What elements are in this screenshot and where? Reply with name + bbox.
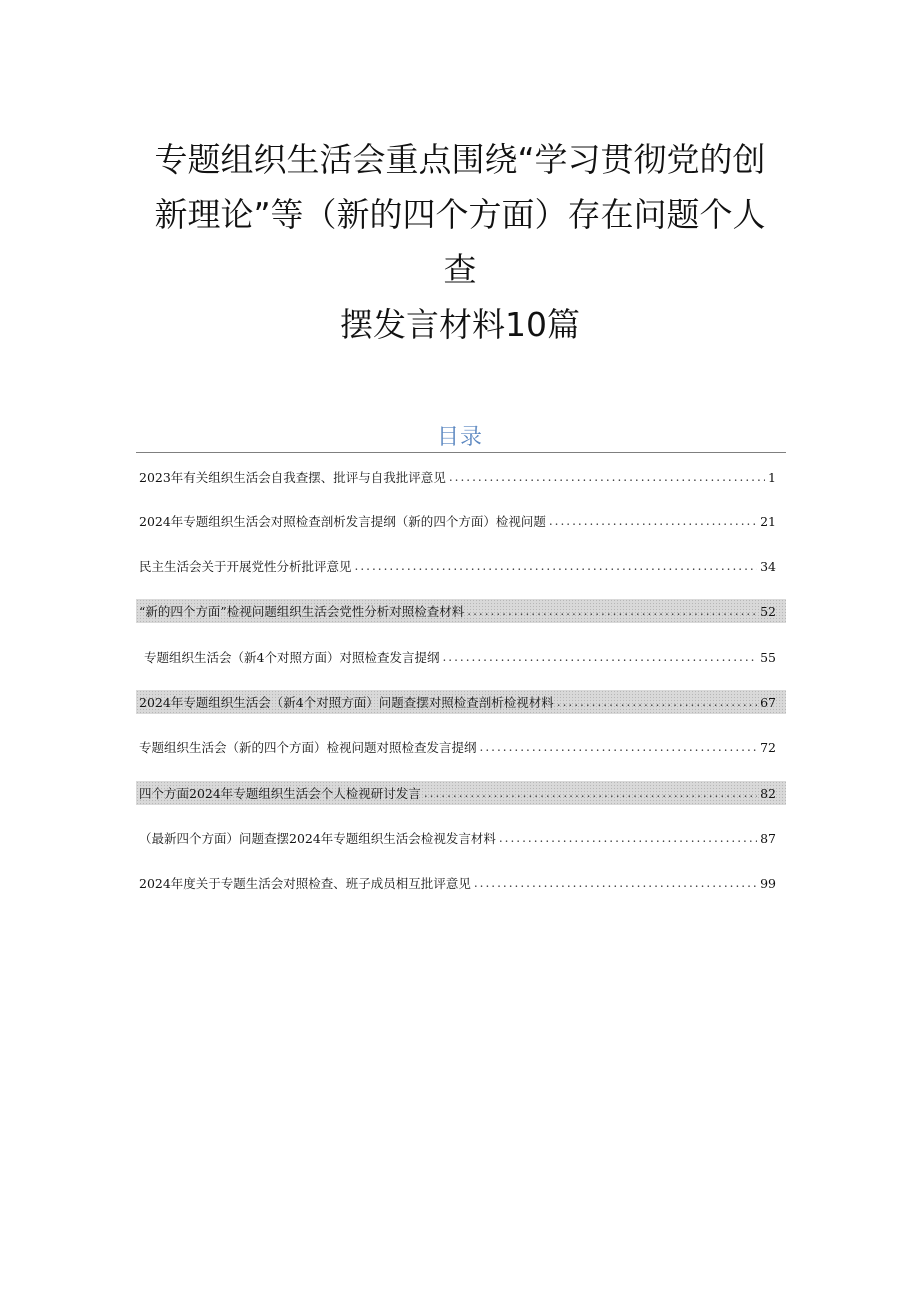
toc-entry-title: 2024年专题组织生活会（新4个对照方面）问题查摆对照检查剖析检视材料 [139, 695, 554, 710]
toc-dot-leader [424, 786, 757, 800]
toc-dot-leader [467, 604, 757, 618]
toc-entry-title: 专题组织生活会（新4个对照方面）对照检查发言提纲 [144, 650, 440, 665]
toc-entry-3[interactable] [136, 554, 786, 578]
toc-entry-title: 四个方面2024年专题组织生活会个人检视研讨发言 [139, 786, 421, 801]
toc-entry-1[interactable] [136, 465, 786, 489]
title-line-2: 新理论”等（新的四个方面）存在问题个人 [154, 195, 766, 234]
title-line-4: 摆发言材料10篇 [340, 305, 580, 344]
toc-dot-leader [499, 831, 757, 845]
toc-page-number: 99 [760, 875, 776, 891]
toc-page-number: 87 [760, 830, 776, 846]
toc-entry-title: “新的四个方面”检视问题组织生活会党性分析对照检查材料 [139, 604, 465, 619]
toc-page-number: 34 [760, 558, 776, 574]
toc-page-number: 1 [768, 469, 776, 485]
toc-page-number: 21 [760, 513, 776, 529]
toc-entry-10[interactable] [136, 871, 786, 895]
toc-entry-title: 专题组织生活会（新的四个方面）检视问题对照检查发言提纲 [139, 740, 477, 755]
toc-entry-7[interactable] [136, 735, 786, 759]
toc-entry-title: 民主生活会关于开展党性分析批评意见 [139, 559, 352, 574]
toc-entry-4[interactable] [136, 599, 786, 623]
title-line-3: 查 [443, 250, 477, 289]
toc-entry-title: （最新四个方面）问题查摆2024年专题组织生活会检视发言材料 [139, 831, 496, 846]
toc-page-number: 67 [760, 694, 776, 710]
toc-dot-leader [449, 470, 765, 484]
toc-dot-leader [474, 876, 757, 890]
toc-entry-5[interactable] [136, 645, 786, 669]
toc-entry-2[interactable] [136, 509, 786, 533]
toc-entry-title: 2023年有关组织生活会自我查摆、批评与自我批评意见 [139, 470, 446, 485]
document-title [120, 132, 800, 352]
toc-dot-leader [355, 559, 758, 573]
toc-divider [136, 452, 786, 453]
toc-entry-9[interactable] [136, 826, 786, 850]
toc-heading: 目录 [436, 425, 483, 450]
toc-page-number: 55 [760, 649, 776, 665]
toc-dot-leader [557, 695, 757, 709]
toc-entry-8[interactable] [136, 781, 786, 805]
toc-dot-leader [549, 514, 757, 528]
toc-page-number: 52 [760, 603, 776, 619]
toc-entry-6[interactable] [136, 690, 786, 714]
toc-dot-leader [480, 740, 758, 754]
toc-dot-leader [442, 650, 757, 664]
toc-entry-title: 2024年专题组织生活会对照检查剖析发言提纲（新的四个方面）检视问题 [139, 514, 546, 529]
title-line-1: 专题组织生活会重点围绕“学习贯彻党的创 [154, 140, 766, 179]
toc-entry-title: 2024年度关于专题生活会对照检查、班子成员相互批评意见 [139, 876, 471, 891]
toc-page-number: 82 [760, 785, 776, 801]
toc-page-number: 72 [760, 739, 776, 755]
